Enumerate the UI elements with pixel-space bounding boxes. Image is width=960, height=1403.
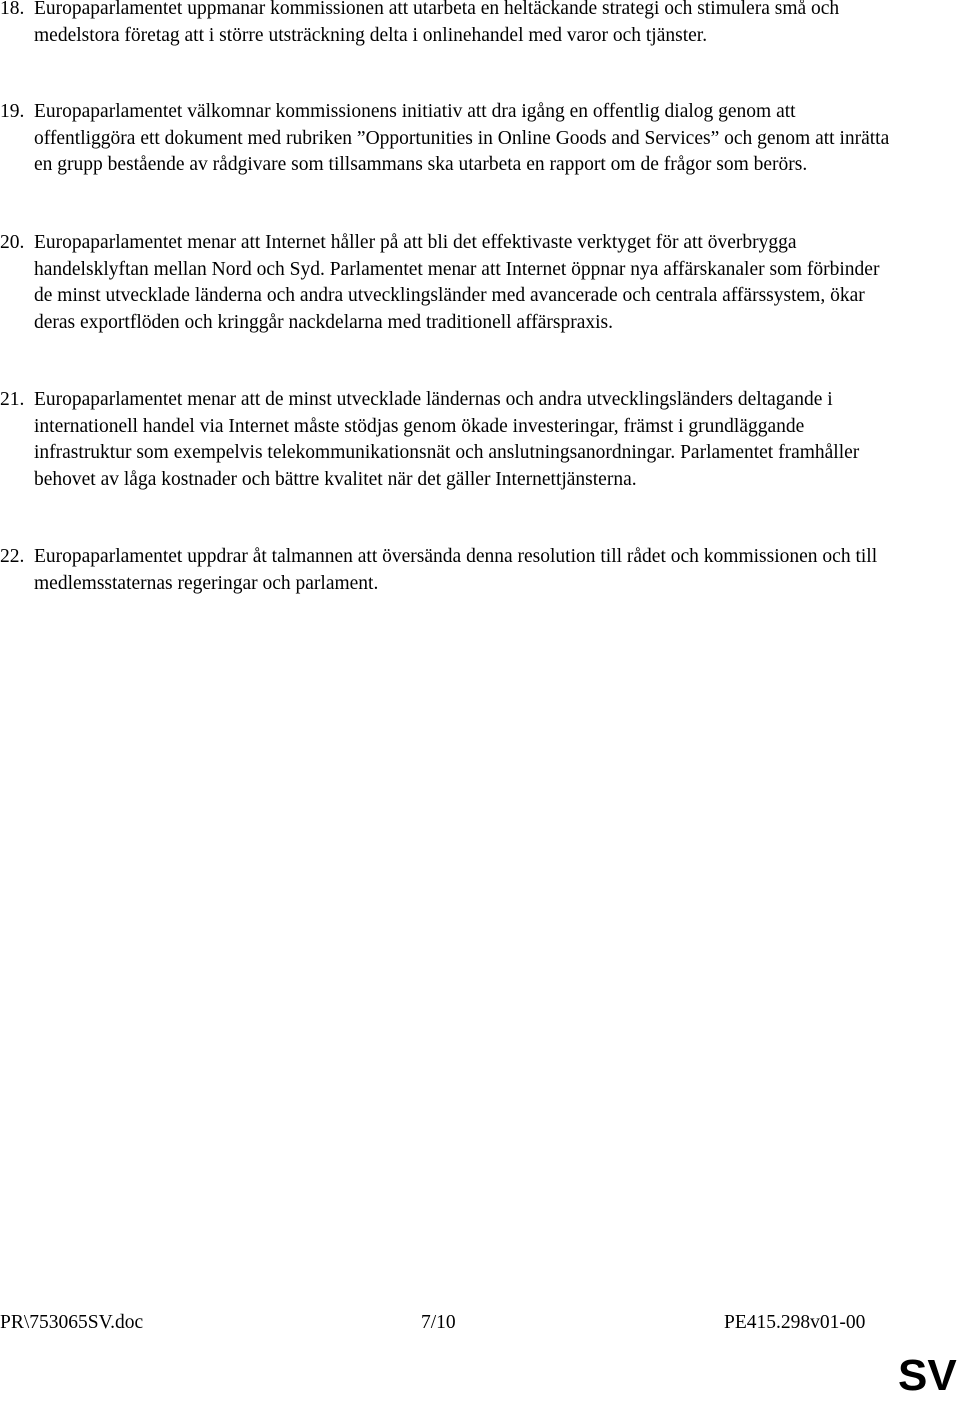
paragraph-text: Europaparlamentet välkomnar kommissionens initiativ att dra igång en offentlig dialog genom att offentliggöra ett dokument med rubriken ”Opportunities in Online Goods and Services” och genom att inrätta en grupp bestående av rådgivare som tillsammans ska utarbeta en rapport om de frågor som berörs. xyxy=(34,101,890,175)
paragraph-text: Europaparlamentet uppdrar åt talmannen att översända denna resolution till rådet och kommissionen och till medlemsstaternas regeringar och parlament. xyxy=(34,546,878,594)
paragraph-20 xyxy=(0,230,900,336)
page-footer xyxy=(0,1310,900,1340)
paragraph-number: 20. xyxy=(0,232,25,253)
paragraph-18 xyxy=(0,0,900,49)
paragraph-number: 22. xyxy=(0,546,25,567)
paragraph-text: Europaparlamentet menar att Internet håller på att bli det effektivaste verktyget för att överbrygga handelsklyftan mellan Nord och Syd. Parlamentet menar att Internet öppnar nya affärskanaler som förbinder de minst utvecklade länderna och andra utvecklingsländer med avancerade och centrala affärssystem, ökar deras exportflöden och kringgår nackdelarna med traditionell affärspraxis. xyxy=(34,232,880,333)
paragraph-21 xyxy=(0,387,900,493)
footer-document-reference: PR\753065SV.doc xyxy=(0,1312,144,1333)
paragraph-22 xyxy=(0,544,900,597)
footer-pe-reference: PE415.298v01-00 xyxy=(724,1312,866,1333)
paragraph-19 xyxy=(0,99,900,179)
paragraph-text: Europaparlamentet uppmanar kommissionen att utarbeta en heltäckande strategi och stimulera små och medelstora företag att i större utsträckning delta i onlinehandel med varor och tjänster. xyxy=(34,0,840,46)
paragraph-number: 19. xyxy=(0,101,25,122)
language-mark: SV xyxy=(898,1351,957,1400)
paragraph-text: Europaparlamentet menar att de minst utvecklade ländernas och andra utvecklingsländers deltagande i internationell handel via Internet måste stödjas genom ökade investeringar, främst i grundläggande infrastruktur som exempelvis telekommunikationsnät och anslutningsanordningar. Parlamentet framhåller behovet av låga kostnader och bättre kvalitet när det gäller Internettjänsterna. xyxy=(34,389,860,490)
footer-page-number: 7/10 xyxy=(421,1312,456,1333)
paragraph-number: 18. xyxy=(0,0,25,19)
paragraph-number: 21. xyxy=(0,389,25,410)
